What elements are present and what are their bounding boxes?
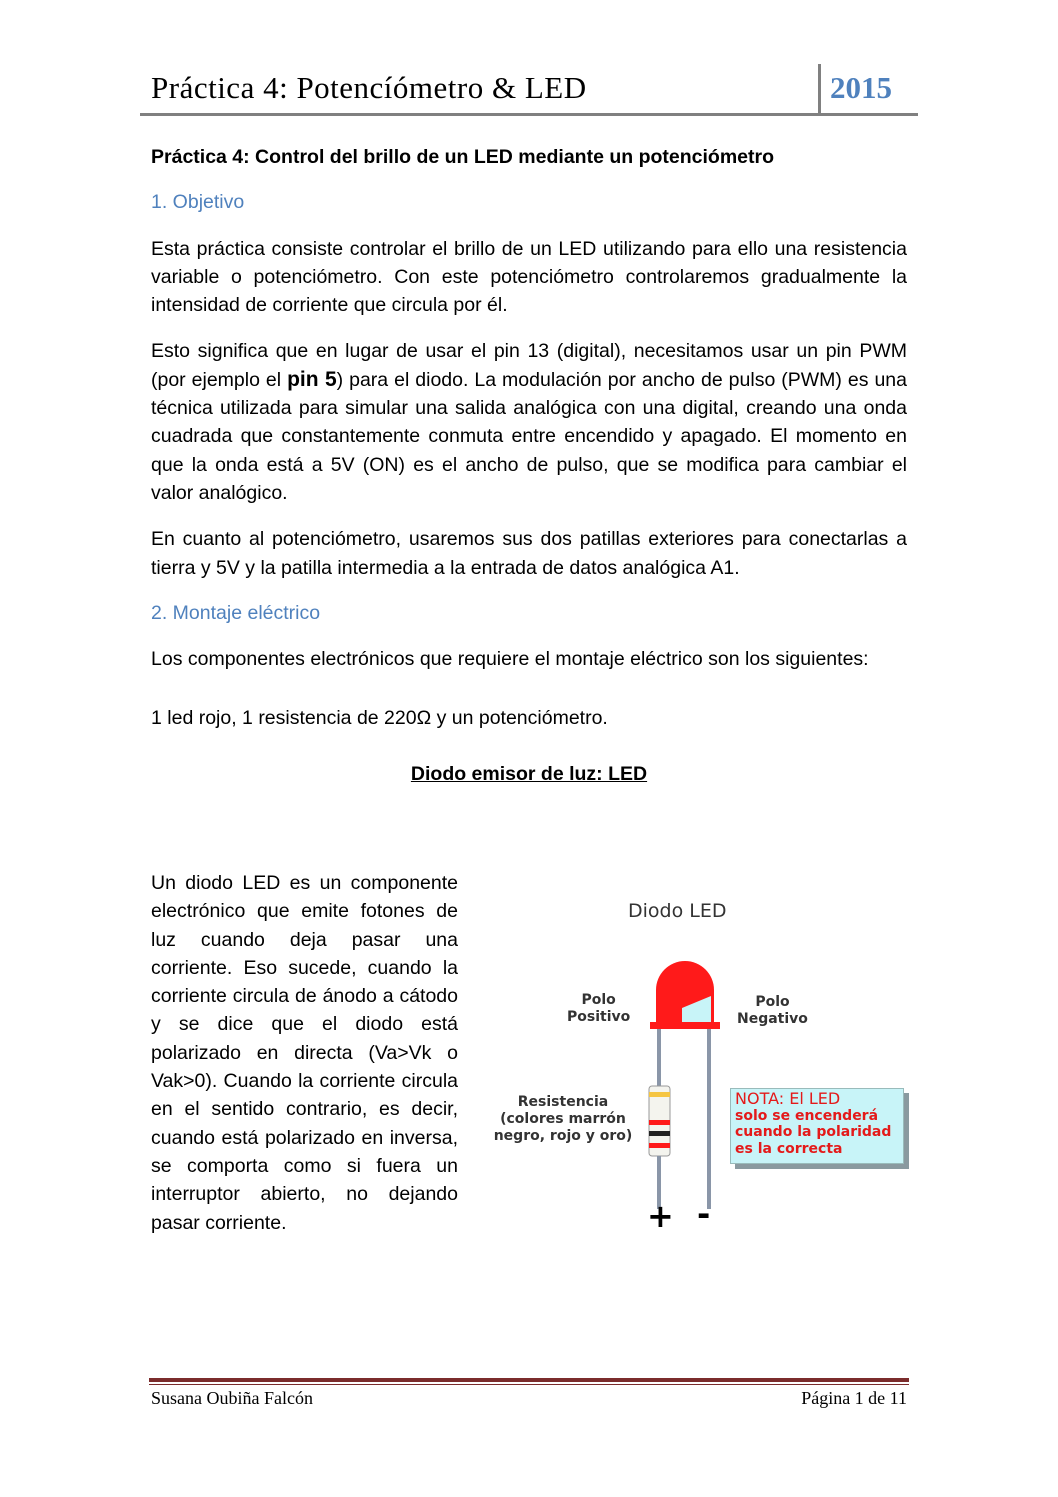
paragraph-1: Esta práctica consiste controlar el brillo de un LED utilizando para ello una resistencia variable o potenciómetro. Con este potenciómetro controlaremos gradualmente la intensidad de corriente que circula por él. <box>151 237 907 317</box>
resistor-band-red <box>649 1120 670 1125</box>
footer-author: Susana Oubiña Falcón <box>151 1388 313 1408</box>
label-polo-positivo-line1: Polo <box>581 992 616 1008</box>
section-heading-montaje: 2. Montaje eléctrico <box>151 601 321 624</box>
header-rule <box>140 113 918 116</box>
led-diagram <box>478 890 918 1240</box>
document-title: Práctica 4: Control del brillo de un LED mediante un potenciómetro <box>151 146 774 168</box>
label-polo-positivo-line2: Positivo <box>567 1009 631 1025</box>
resistor-band-gold <box>649 1092 670 1097</box>
led-drawing <box>478 890 918 1240</box>
led-description: Un diodo LED es un componente electrónico que emite fotones de luz cuando deja pasar una corriente. Eso sucede, cuando la corriente circula de ánodo a cátodo y se dice que el diodo está polarizado en directa (Va>Vk o Vak>0). Cuando la corriente circula en el sentido contrario, es decir, cuando está polarizado en inversa, se comporta como si fuera un interruptor abierto, no dejando pasar corriente. <box>151 872 458 1234</box>
led-heading: Diodo emisor de luz: LED <box>410 762 648 785</box>
nota-box <box>730 1088 904 1164</box>
paragraph-5: 1 led rojo, 1 resistencia de 220Ω y un potenciómetro. <box>151 707 608 730</box>
footer-page-number: Página 1 de 11 <box>801 1388 907 1408</box>
plus-sign: + <box>647 1197 674 1235</box>
label-polo-positivo <box>567 992 630 1026</box>
anode-lead-top <box>657 1029 661 1087</box>
footer-rule-thick <box>149 1378 909 1382</box>
label-resistencia-line2: (colores marrón <box>500 1111 626 1127</box>
footer-rule-thin <box>149 1384 909 1385</box>
label-resistencia-line3: negro, rojo y oro) <box>493 1128 633 1144</box>
minus-sign: - <box>697 1195 711 1233</box>
nota-line1: NOTA: El LED <box>735 1089 841 1108</box>
resistor-band-brown <box>649 1143 670 1148</box>
nota-line3: cuando la polaridad <box>735 1124 892 1140</box>
paragraph-2 <box>151 337 907 507</box>
figure-title: Diodo LED <box>628 900 727 922</box>
label-polo-negativo-line2: Negativo <box>737 1011 808 1027</box>
label-polo-negativo-line1: Polo <box>755 994 790 1010</box>
nota-text <box>735 1091 891 1157</box>
pin-5-highlight: pin 5 <box>287 367 337 391</box>
header-title: Práctica 4: Potencíómetro & LED <box>151 70 587 105</box>
paragraph-4: Los componentes electrónicos que requiere el montaje eléctrico son los siguientes: <box>151 648 869 671</box>
label-polo-negativo <box>737 994 808 1028</box>
label-resistencia <box>483 1094 643 1145</box>
led-flange <box>650 1022 720 1029</box>
resistor-band-black <box>649 1131 670 1136</box>
nota-line4: es la correcta <box>735 1140 843 1157</box>
paragraph-2-part-b: ) para el diodo. La modulación por ancho de pulso (PWM) es una técnica utilizada para simular una salida analógica con una digital, creando una onda cuadrada que constantemente conmuta entre encendido y apagado. El momento en que la onda está a 5V (ON) es el ancho de pulso, que se modifica para cambiar el valor analógico. <box>151 368 907 504</box>
main-content <box>151 140 907 788</box>
nota-line2: solo se encenderá <box>735 1107 879 1124</box>
section-heading-objetivo: 1. Objetivo <box>151 191 245 214</box>
cathode-lead <box>707 1029 711 1209</box>
label-resistencia-line1: Resistencia <box>517 1094 609 1110</box>
header-year: 2015 <box>830 70 892 105</box>
paragraph-3: En cuanto al potenciómetro, usaremos sus dos patillas exteriores para conectarlas a tierra y 5V y la patilla intermedia a la entrada de datos analógica A1. <box>151 528 907 579</box>
paragraph-2-part-a: Esto significa que en lugar de usar el pin 13 (digital), necesitamos usar un pin PWM (por ejemplo el <box>151 340 907 391</box>
header-divider <box>818 64 821 114</box>
